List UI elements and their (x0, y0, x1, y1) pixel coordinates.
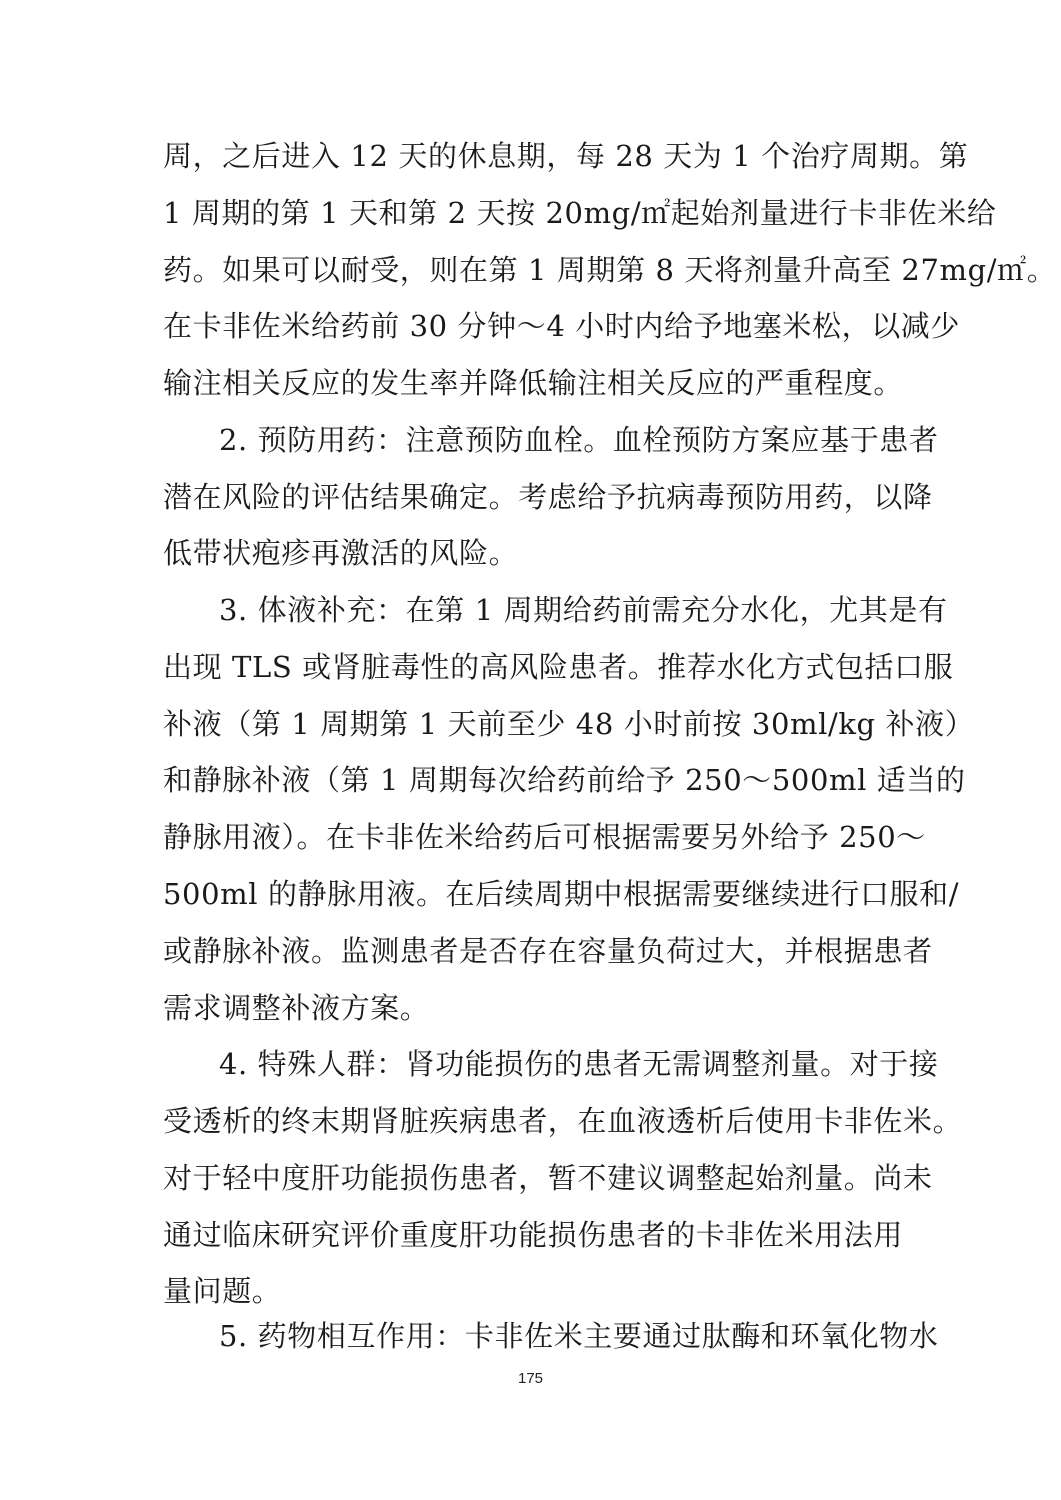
body-text-line: 通过临床研究评价重度肝功能损伤患者的卡非佐米用法用 (163, 1218, 904, 1252)
paragraph-start-line: 5. 药物相互作用：卡非佐米主要通过肽酶和环氧化物水 (219, 1319, 939, 1353)
body-text-line: 受透析的终末期肾脏疾病患者，在血液透析后使用卡非佐米。 (163, 1104, 963, 1138)
body-text-line: 对于轻中度肝功能损伤患者，暂不建议调整起始剂量。尚未 (163, 1161, 933, 1195)
paragraph-start-line: 3. 体液补充：在第 1 周期给药前需充分水化，尤其是有 (219, 593, 948, 627)
body-text-line: 静脉用液）。在卡非佐米给药后可根据需要另外给予 250～ (163, 820, 926, 854)
page-number: 175 (517, 1370, 544, 1387)
body-text-line: 量问题。 (163, 1274, 282, 1308)
body-text-line: 药。如果可以耐受，则在第 1 周期第 8 天将剂量升高至 27mg/㎡。 (163, 253, 1057, 287)
body-text-line: 或静脉补液。监测患者是否存在容量负荷过大，并根据患者 (163, 934, 933, 968)
body-text-line: 周，之后进入 12 天的休息期，每 28 天为 1 个治疗周期。第 (163, 139, 969, 173)
paragraph-start-line: 2. 预防用药：注意预防血栓。血栓预防方案应基于患者 (219, 423, 939, 457)
body-text-line: 在卡非佐米给药前 30 分钟～4 小时内给予地塞米松，以减少 (163, 309, 961, 343)
body-text-line: 和静脉补液（第 1 周期每次给药前给予 250～500ml 适当的 (163, 763, 966, 797)
body-text-line: 1 周期的第 1 天和第 2 天按 20mg/㎡起始剂量进行卡非佐米给 (163, 196, 997, 230)
paragraph-start-line: 4. 特殊人群：肾功能损伤的患者无需调整剂量。对于接 (219, 1047, 939, 1081)
body-text-line: 低带状疱疹再激活的风险。 (163, 536, 519, 570)
body-text-line: 需求调整补液方案。 (163, 991, 430, 1025)
body-text-line: 潜在风险的评估结果确定。考虑给予抗病毒预防用药，以降 (163, 480, 933, 514)
body-text-line: 补液（第 1 周期第 1 天前至少 48 小时前按 30ml/kg 补液） (163, 707, 975, 741)
body-text-line: 出现 TLS 或肾脏毒性的高风险患者。推荐水化方式包括口服 (163, 650, 954, 684)
body-text-line: 500ml 的静脉用液。在后续周期中根据需要继续进行口服和/ (163, 877, 960, 911)
body-text-line: 输注相关反应的发生率并降低输注相关反应的严重程度。 (163, 366, 904, 400)
